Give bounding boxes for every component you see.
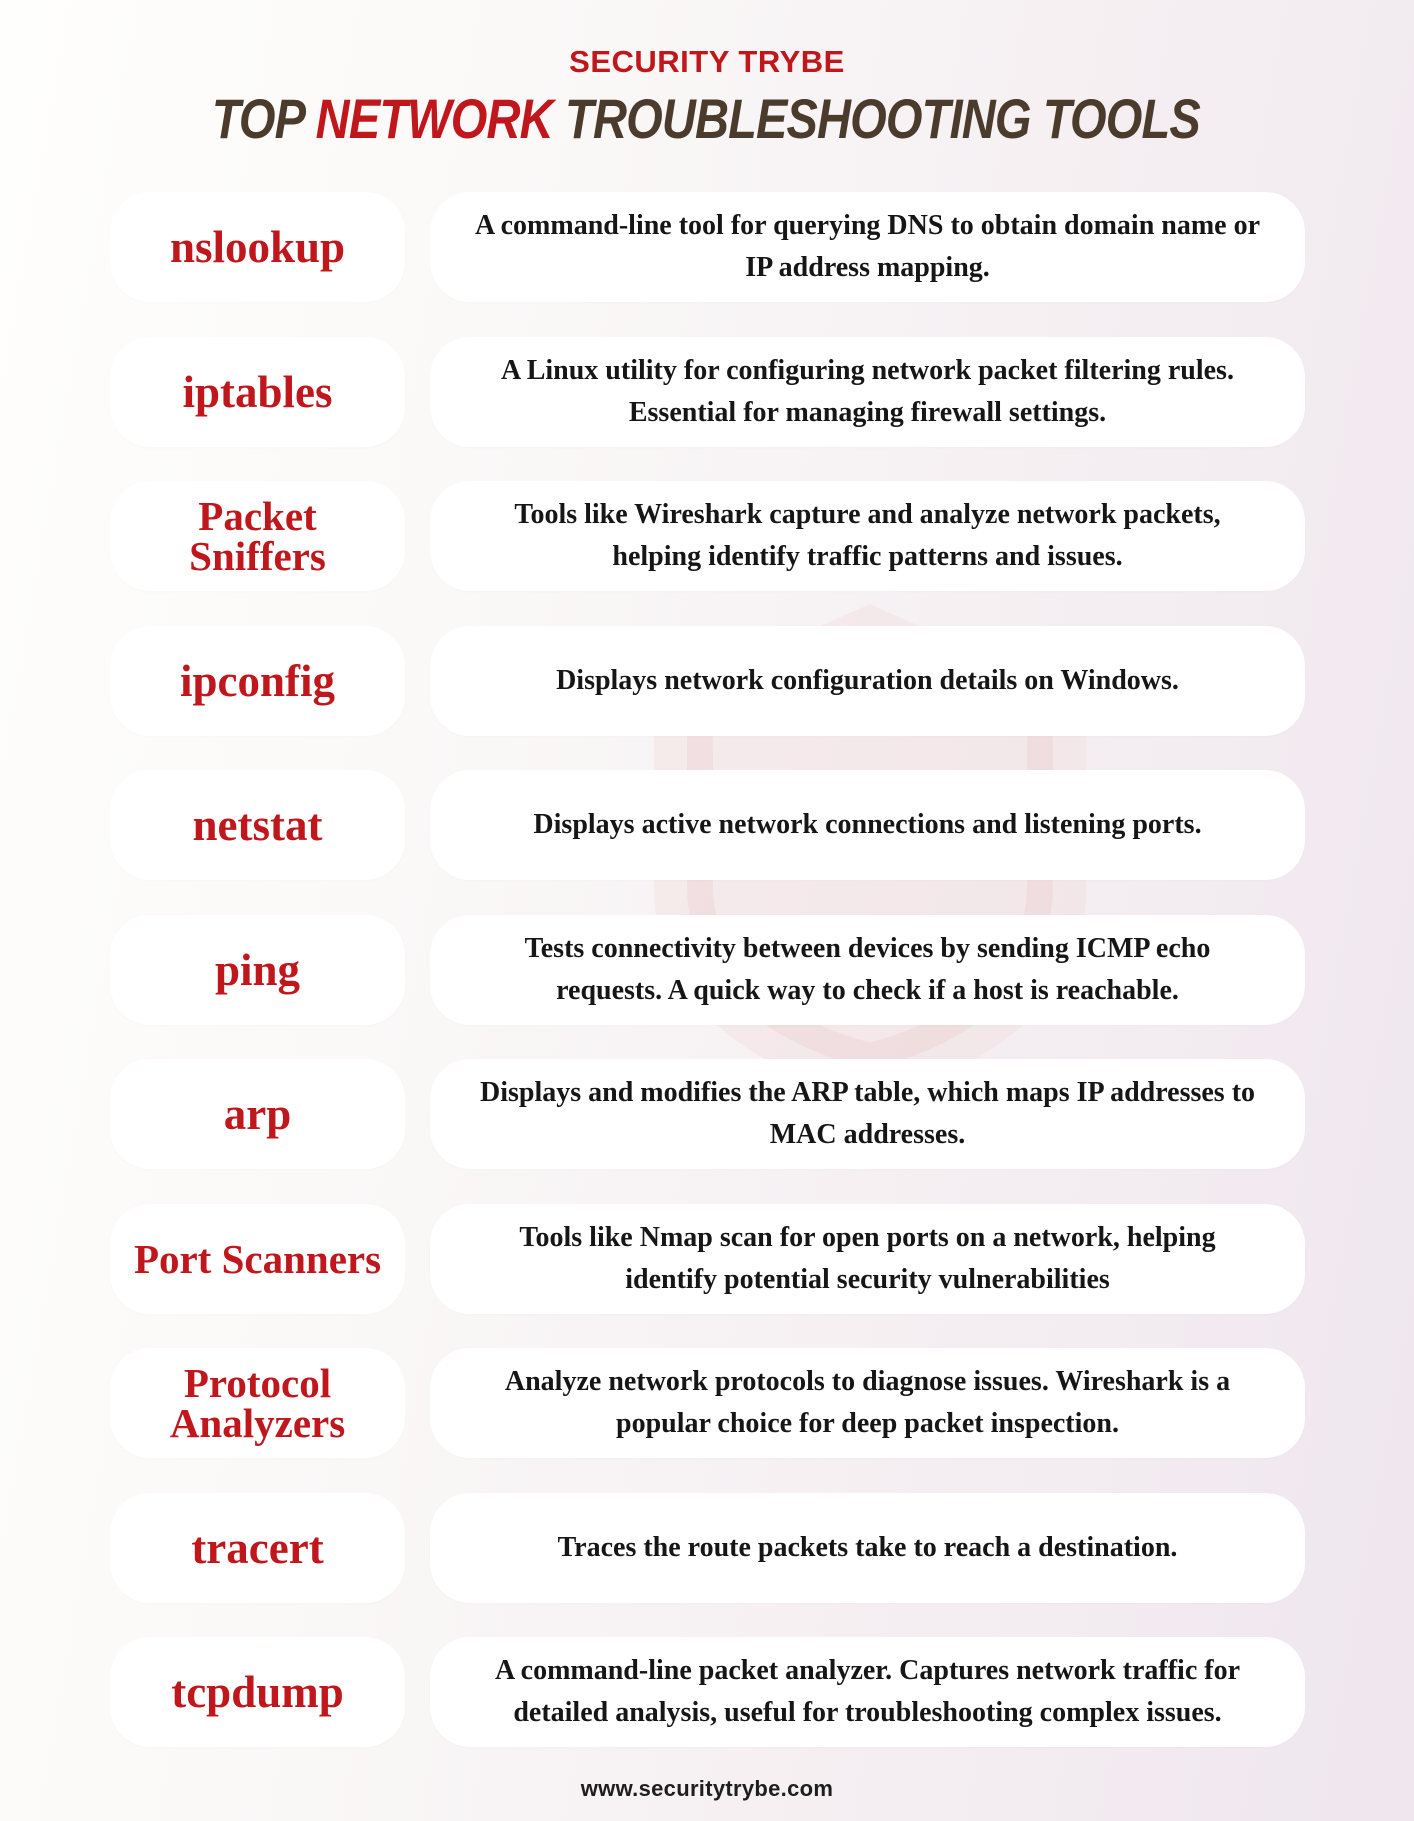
tool-name: tracert (191, 1522, 324, 1573)
tool-name: Protocol Analyzers (169, 1360, 346, 1446)
tool-description-pill (430, 1637, 1305, 1747)
tool-row-tracert (110, 1493, 1305, 1603)
tool-row-nslookup (110, 192, 1305, 302)
tool-row-port-scanners (110, 1204, 1305, 1314)
tool-description: Tools like Nmap scan for open ports on a network, helping identify potential security vulnerabilities (519, 1221, 1216, 1295)
tool-name: iptables (182, 366, 333, 417)
tool-description-pill (430, 626, 1305, 736)
page-title (112, 86, 1300, 151)
tool-name: tcpdump (171, 1667, 344, 1717)
tool-description-pill (430, 192, 1305, 302)
tool-description-pill (430, 337, 1305, 447)
tool-description: Traces the route packets take to reach a destination. (557, 1531, 1178, 1563)
tool-row-iptables (110, 337, 1305, 447)
tool-description: A Linux utility for configuring network packet filtering rules. Essential for managing firewall settings. (501, 354, 1234, 428)
tool-name-pill (110, 915, 405, 1025)
tool-description: Displays active network connections and listening ports. (533, 809, 1202, 840)
tool-description: A command-line packet analyzer. Captures network traffic for detailed analysis, useful for troubleshooting complex issues. (494, 1655, 1240, 1728)
title-part-network: NETWORK (315, 87, 553, 150)
tool-row-tcpdump (110, 1637, 1305, 1747)
tool-name-pill (110, 337, 405, 447)
tool-name-pill (110, 1637, 405, 1747)
tool-name: ping (214, 944, 301, 995)
title-part-top: TOP (211, 87, 304, 150)
tool-name: nslookup (169, 222, 346, 272)
brand-name: SECURITY TRYBE (569, 44, 845, 79)
tool-name-pill (110, 1059, 405, 1169)
tool-row-arp (110, 1059, 1305, 1169)
tool-name-pill (110, 626, 405, 736)
tool-name-pill (110, 1348, 405, 1458)
tool-description-pill (430, 770, 1305, 880)
tools-list (110, 192, 1305, 1782)
tool-description-pill (430, 1204, 1305, 1314)
tool-name: netstat (192, 800, 323, 850)
tool-row-ipconfig (110, 626, 1305, 736)
tool-description: Tests connectivity between devices by sending ICMP echo requests. A quick way to check if a host is reachable. (524, 932, 1211, 1006)
tool-name: arp (223, 1089, 292, 1139)
tool-description: A command-line tool for querying DNS to obtain domain name or IP address mapping. (474, 210, 1261, 283)
tool-description-pill (430, 1493, 1305, 1603)
title-part-rest: TROUBLESHOOTING TOOLS (565, 87, 1200, 150)
tool-description-pill (430, 481, 1305, 591)
tool-name: Port Scanners (133, 1235, 382, 1282)
tool-description: Analyze network protocols to diagnose issues. Wireshark is a popular choice for deep packet inspection. (504, 1366, 1231, 1439)
tool-name-pill (110, 481, 405, 591)
tool-row-packet-sniffers (110, 481, 1305, 591)
tool-description: Displays network configuration details on Windows. (556, 664, 1179, 696)
tool-description-pill (430, 1059, 1305, 1169)
tool-description: Tools like Wireshark capture and analyze network packets, helping identify traffic patterns and issues. (514, 499, 1221, 572)
tool-name-pill (110, 192, 405, 302)
tool-name-pill (110, 1204, 405, 1314)
tool-name: ipconfig (179, 655, 336, 706)
footer-url: www.securitytrybe.com (580, 1776, 834, 1801)
tool-name: Packet Sniffers (189, 493, 326, 579)
tool-name-pill (110, 770, 405, 880)
tool-row-protocol-analyzers (110, 1348, 1305, 1458)
tool-name-pill (110, 1493, 405, 1603)
tool-description-pill (430, 1348, 1305, 1458)
tool-row-ping (110, 915, 1305, 1025)
tool-description-pill (430, 915, 1305, 1025)
tool-description: Displays and modifies the ARP table, which maps IP addresses to MAC addresses. (479, 1077, 1256, 1150)
tool-row-netstat (110, 770, 1305, 880)
